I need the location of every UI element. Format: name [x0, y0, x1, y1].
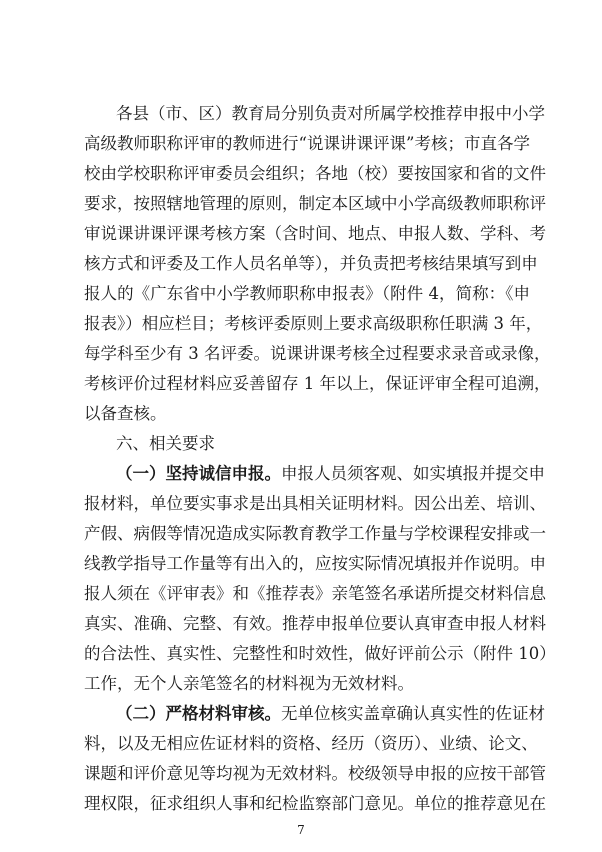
paragraph-3-first-rest: 无单位核实盖章确认真实性的佐证材: [281, 704, 545, 723]
paragraph-1-line-11: 以备查核。: [84, 404, 167, 423]
paragraph-1-line-7: 报人的《广东省中小学教师职称申报表》（附件 4，简称：《申: [84, 284, 530, 303]
paragraph-2-line-2: 报材料，单位要实事求是出具相关证明材料。因公出差、培训、: [84, 494, 546, 513]
paragraph-2-line-4: 线教学指导工作量等有出入的，应按实际情况填报并作说明。申: [84, 554, 546, 573]
paragraph-1-line-5: 审说课讲课评课考核方案（含时间、地点、申报人数、学科、考: [84, 224, 546, 243]
paragraph-2-title: （一）坚持诚信申报。: [116, 464, 281, 483]
paragraph-3-title: （二）严格材料审核。: [116, 704, 281, 723]
paragraph-3-line-2: 料，以及无相应佐证材料的资格、经历（资历）、业绩、论文、: [84, 734, 538, 753]
paragraph-1-line-1: 各县（市、区）教育局分别负责对所属学校推荐申报中小学: [116, 104, 545, 123]
page-number: 7: [297, 823, 305, 837]
paragraph-1-line-4: 要求，按照辖地管理的原则，制定本区域中小学高级教师职称评: [84, 194, 546, 213]
paragraph-2-first-rest: 申报人员须客观、如实填报并提交申: [281, 464, 545, 483]
paragraph-1-line-10: 考核评价过程材料应妥善留存 1 年以上，保证评审全程可追溯，: [84, 374, 551, 393]
paragraph-2-line-6: 真实、准确、完整、有效。推荐申报单位要认真审查申报人材料: [84, 614, 546, 633]
paragraph-1-line-9: 每学科至少有 3 名评委。说课讲课考核全过程要求录音或录像，: [84, 344, 551, 363]
paragraph-1-line-8: 报表》）相应栏目；考核评委原则上要求高级职称任职满 3 年，: [84, 314, 543, 333]
paragraph-3-line-4: 理权限，征求组织人事和纪检监察部门意见。单位的推荐意见在: [84, 794, 546, 813]
paragraph-2-line-8: 工作，无个人亲笔签名的材料视为无效材料。: [84, 674, 414, 693]
paragraph-2-line-1: [116, 460, 545, 488]
paragraph-3-line-1: [116, 700, 545, 728]
paragraph-1-line-2: 高级教师职称评审的教师进行“说课讲课评课”考核；市直各学: [84, 134, 530, 153]
section-heading: 六、相关要求: [116, 434, 215, 453]
paragraph-2-line-3: 产假、病假等情况造成实际教育教学工作量与学校课程安排或一: [84, 524, 546, 543]
paragraph-1-line-6: 核方式和评委及工作人员名单等），并负责把考核结果填写到申: [84, 254, 538, 273]
paragraph-3-line-3: 课题和评价意见等均视为无效材料。校级领导申报的应按干部管: [84, 764, 546, 783]
paragraph-1-line-3: 校由学校职称评审委员会组织；各地（校）要按国家和省的文件: [84, 164, 546, 183]
paragraph-2-line-7: 的合法性、真实性、完整性和时效性，做好评前公示（附件 10）: [84, 644, 556, 663]
paragraph-2-line-5: 报人须在《评审表》和《推荐表》亲笔签名承诺所提交材料信息: [84, 584, 546, 603]
